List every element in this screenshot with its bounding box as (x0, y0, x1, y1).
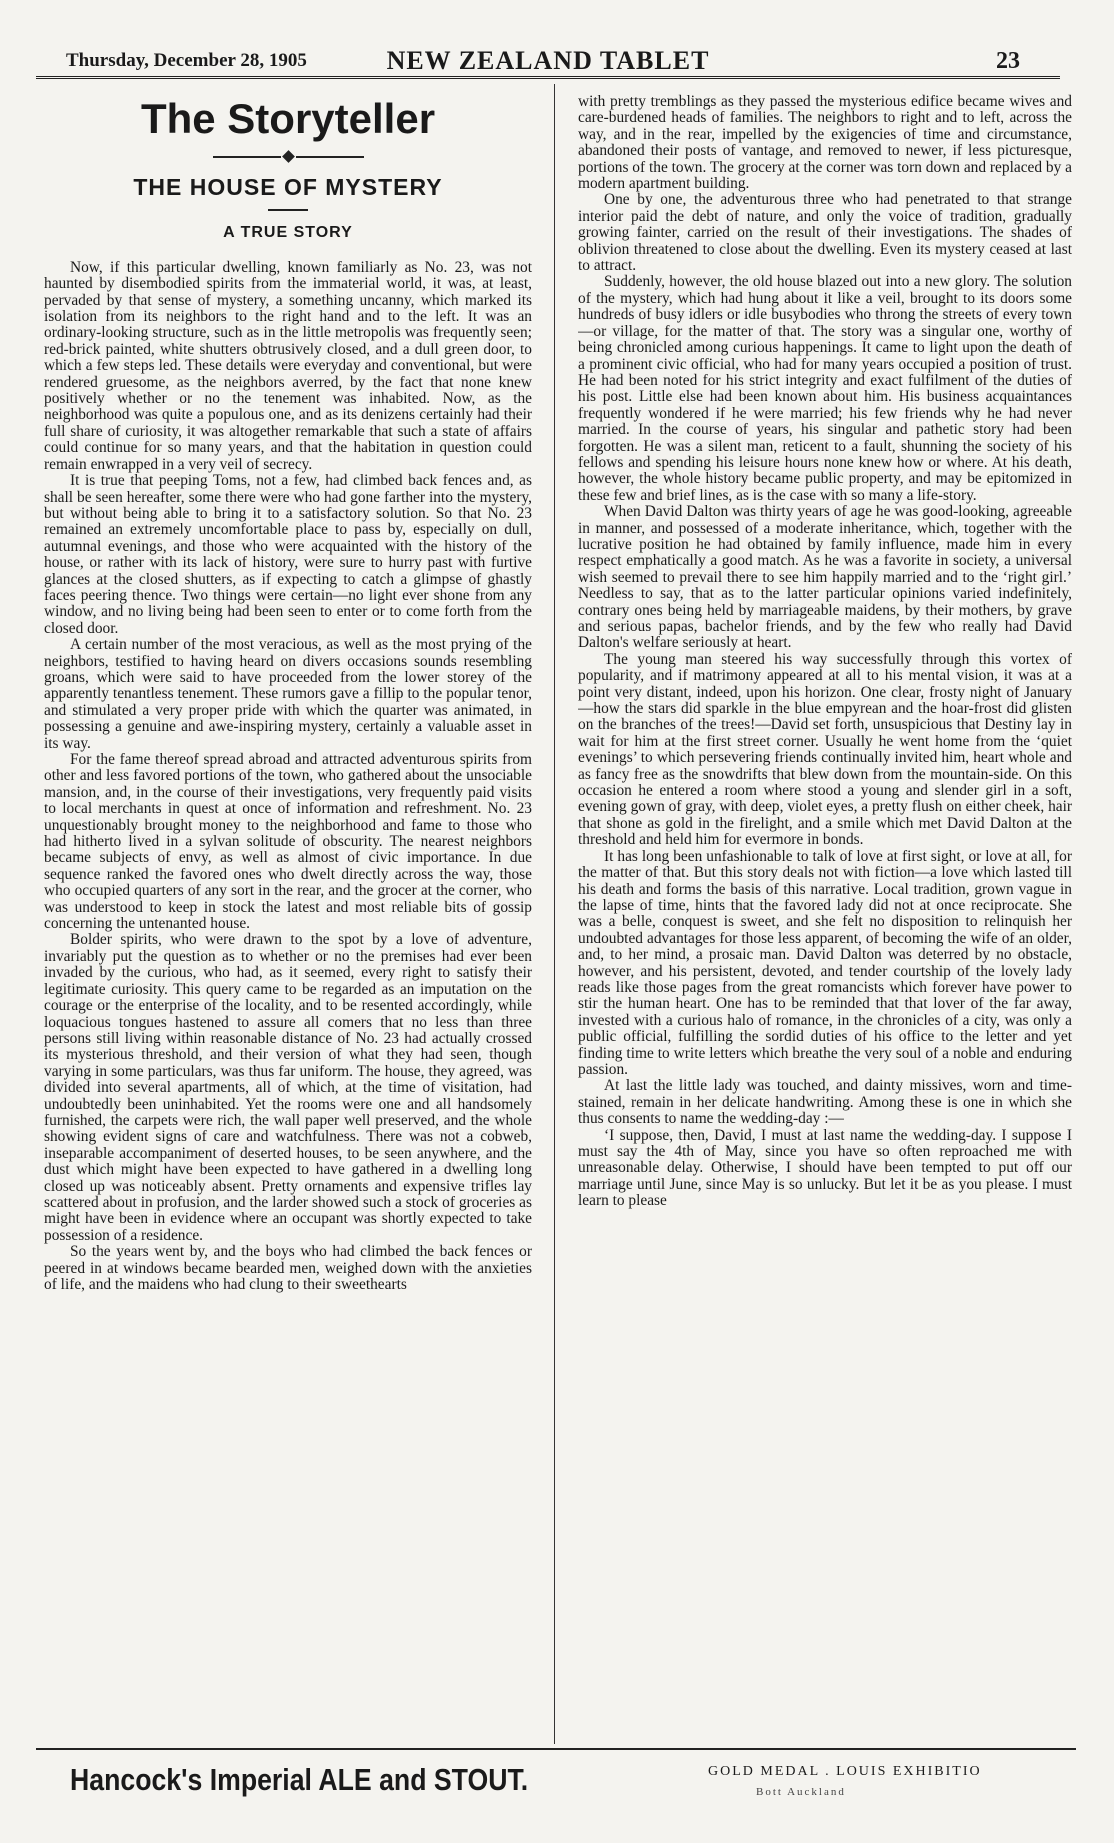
paragraph: One by one, the adventurous three who had penetrated to that strange interior paid the debt of nature, and only the voice of tradition, gradually growing fainter, carried on the result of their investigations. The shades of oblivion threatened to close about the dwelling. Even its mystery ceased at last to attract. (578, 191, 1072, 275)
section-title: The Storyteller (140, 95, 436, 142)
masthead (36, 46, 1060, 79)
paragraph: ‘I suppose, then, David, I must at last name the wedding-day. I suppose I must say the 4th of May, since you have so often reproached me with unreasonable delay. Otherwise, I should have been tempted to put off our marriage until June, since May is so unlucky. But let it be as you please. I must learn to please (578, 1126, 1072, 1210)
title-rule (268, 209, 308, 211)
paragraph: For the fame thereof spread abroad and attracted adventurous spirits from other and less favored portions of the town, who gathered about the unsociable mansion, and, in the course of their investigations, very frequently paid visits to local merchants in quest at once of information and refreshment. No. 23 unquestionably brought money to the neighborhood and fame to those who had hitherto lived in a sylvan solitude of obscurity. The nearest neighbors became subjects of envy, as well as almost of civic importance. In due sequence ranked the favored ones who dwelt directly across the way, those who occupied quarters of any sort in the rear, and the grocer at the corner, who was understood to keep in stock the latest and most reliable bits of gossip concerning the untenanted house. (44, 751, 532, 933)
ornament-line-left (213, 156, 281, 158)
paragraph: So the years went by, and the boys who had climbed the back fences or peered in at windows became bearded men, weighed down with the anxieties of life, and the maidens who had clung to their sweethearts (44, 1243, 532, 1293)
ornament-line-right (296, 156, 364, 158)
column-divider (554, 84, 555, 1744)
story-title: THE HOUSE OF MYSTERY (133, 174, 443, 200)
paragraph: When David Dalton was thirty years of age he was good-looking, agreeable in manner, and possessed of a moderate inheritance, which, together with the lucrative position he had obtained by family influence, made him in every respect emphatically a good match. As he was a favorite in society, a universal wish seemed to prevail there to see him happily married and to the ‘right girl.’ Needless to say, that as to the latter particular opinions varied indefinitely, contrary ones being held by marriageable maidens, by their mothers, by grave and serious papas, bachelor friends, and by the few who really had David Dalton's welfare seriously at heart. (578, 503, 1072, 652)
ale-stout-advertisement: Hancock's Imperial ALE and STOUT. (70, 1762, 529, 1797)
paragraph-continuation: with pretty tremblings as they passed the mysterious edifice became wives and care-burdened heads of families. The neighbors to right and to left, across the way, and in the rear, impelled by the exigencies of time and circumstance, abandoned their posts of vantage, and removed to newer, if less picturesque, portions of the town. The grocery at the corner was torn down and replaced by a modern apartment building. (578, 94, 1072, 193)
gold-medal-advertisement: GOLD MEDAL . LOUIS EXHIBITIO (708, 1764, 982, 1779)
diamond-icon (282, 150, 295, 163)
right-column (578, 94, 1072, 1734)
story-subtitle: A TRUE STORY (223, 224, 353, 242)
left-column (44, 94, 532, 1734)
paragraph: Suddenly, however, the old house blazed out into a new glory. The solution of the mystery, which had hung about it like a veil, brought to its doors some hundreds of busy idlers or idle busybodies who throng the streets of every town—or village, for the matter of that. The story was a singular one, worthy of being chronicled among curious happenings. It came to light upon the death of a prominent civic official, who had for many years occupied a position of trust. He had been noted for his strict integrity and exact fulfilment of the duties of his post. Little else had been known about him. His business acquaintances frequently wondered if he were married; his few friends why he had never married. In the course of years, his singular and pathetic story had been forgotten. He was a silent man, reticent to a fault, shunning the society of his fellows and spending his leisure hours none knew how or where. At his death, however, the whole history became public property, and may be epitomized in these few and brief lines, as is the case with so many a life-story. (578, 273, 1072, 504)
paragraph: It has long been unfashionable to talk of love at first sight, or love at all, for the matter of that. But this story deals not with fiction—a love which lasted till his death and forms the basis of this narrative. Local tradition, grown vague in the lapse of time, hints that the favored lady did not at once reciprocate. She was a belle, conquest is sweet, and she felt no disposition to relinquish her undoubted advantages for those less apparent, of becoming the wife of an older, and, to her mind, a prosaic man. David Dalton was deterred by no obstacle, however, and his persistent, devoted, and tender courtship of the lovely lady reads like those pages from the great romancists which forever have power to stir the human heart. One has to be reminded that that lover of the far away, invested with a curious halo of romance, in the chronicles of a city, was only a public official, fulfilling the sordid duties of his office to the letter and yet finding time to write letters which breathe the very soul of a noble and enduring passion. (578, 847, 1072, 1078)
paragraph: It is true that peeping Toms, not a few, had climbed back fences and, as shall be seen hereafter, some there were who had gone farther into the mystery, but without being able to bring it to a satisfactory solution. So that No. 23 remained an extremely uncomfortable place to pass by, especially on dull, autumnal evenings, and those who were acquainted with the history of the house, or rather with its lack of history, were sure to hurry past with furtive glances at the closed shutters, as if expecting to catch a glimpse of ghastly faces peering thence. Two things were certain—no light ever shone from any window, and no living being had been seen to enter or to come forth from the closed door. (44, 472, 532, 637)
ornament-divider (44, 152, 532, 161)
paragraph: At last the little lady was touched, and dainty missives, worn and time-stained, remain in her delicate handwriting. Among these is one in which she thus consents to name the wedding-day :— (578, 1077, 1072, 1128)
paragraph: Bolder spirits, who were drawn to the spot by a love of adventure, invariably put the question as to whether or no the premises had ever been invaded by the curious, who had, as it seemed, every right to satisfy their legitimate curiosity. This query came to be regarded as an imputation on the courage or the enterprise of the locality, and to be resented accordingly, while loquacious tongues hastened to assure all comers that no less than three persons still living within reasonable distance of No. 23 had actually crossed its mysterious threshold, and their version of what they had seen, though varying in some particulars, was thus far uniform. The house, they agreed, was divided into several apartments, all of which, at the time of visitation, had undoubtedly been uninhabited. Yet the rooms were one and all handsomely furnished, the carpets were rich, the wall paper well preserved, and the whole showing evident signs of care and watchfulness. There was not a cobweb, inseparable accompaniment of deserted houses, to be seen anywhere, and the dust which might have been expected to have gathered in a dwelling long closed up was noticeably absent. Pretty ornaments and expensive trifles lay scattered about in profusion, and the larder showed such a stock of groceries as might have been in evidence where an occupant was shortly expected to take possession of a residence. (44, 931, 532, 1244)
gold-medal-advertisement-sub: Bott Auckland (756, 1786, 846, 1798)
page-number: 23 (996, 48, 1020, 74)
paper-name: NEW ZEALAND TABLET (386, 46, 710, 75)
paragraph: A certain number of the most veracious, as well as the most prying of the neighbors, testified to having heard on divers occasions sounds resembling groans, which were said to have proceeded from the lower storey of the apparently tenantless tenement. These rumors gave a fillip to the popular tenor, and stimulated a very proper pride with which the quarter was animated, in possessing a genuine and awe-inspiring mystery, certainly a valuable asset in its way. (44, 636, 532, 752)
issue-date: Thursday, December 28, 1905 (66, 50, 307, 71)
paragraph: Now, if this particular dwelling, known familiarly as No. 23, was not haunted by disembodied spirits from the immaterial world, it was, at least, pervaded by that sense of mystery, a something uncanny, which marked its isolation from its neighbors to the right hand and to the left. It was an ordinary-looking structure, such as in the little metropolis was frequently seen; red-brick painted, white shutters obtrusively closed, and a dull green door, to which a few steps led. These details were everyday and conventional, but were rendered gruesome, as the neighbors averred, by the fact that none knew positively whether or no the tenement was inhabited. Now, as the neighborhood was quite a populous one, and as its denizens certainly had their full share of curiosity, it was altogether remarkable that such a state of affairs could continue for so many years, and that the habitation in question could remain enwrapped in a very veil of secrecy. (44, 258, 532, 473)
footer-advertisement-bar (36, 1748, 1076, 1810)
paragraph: The young man steered his way successfully through this vortex of popularity, and if matrimony appeared at all to his mental vision, it was at a point very distant, indeed, upon his horizon. One clear, frosty night of January—how the stars did sparkle in the blue empyrean and the hoar-frost did glisten on the branches of the trees!—David set forth, unsuspicious that Destiny lay in wait for him at the first street corner. Usually he went home from the ‘quiet evenings’ to which persevering friends continually invited him, heart whole and as fancy free as the snowdrifts that blew down from the mountain-side. On this occasion he entered a room where stood a young and slender girl in a soft, evening gown of gray, with deep, violet eyes, a pretty flush on either cheek, hair that shone as gold in the firelight, and a smile which met David Dalton at the threshold and held him for evermore in bonds. (578, 650, 1072, 849)
